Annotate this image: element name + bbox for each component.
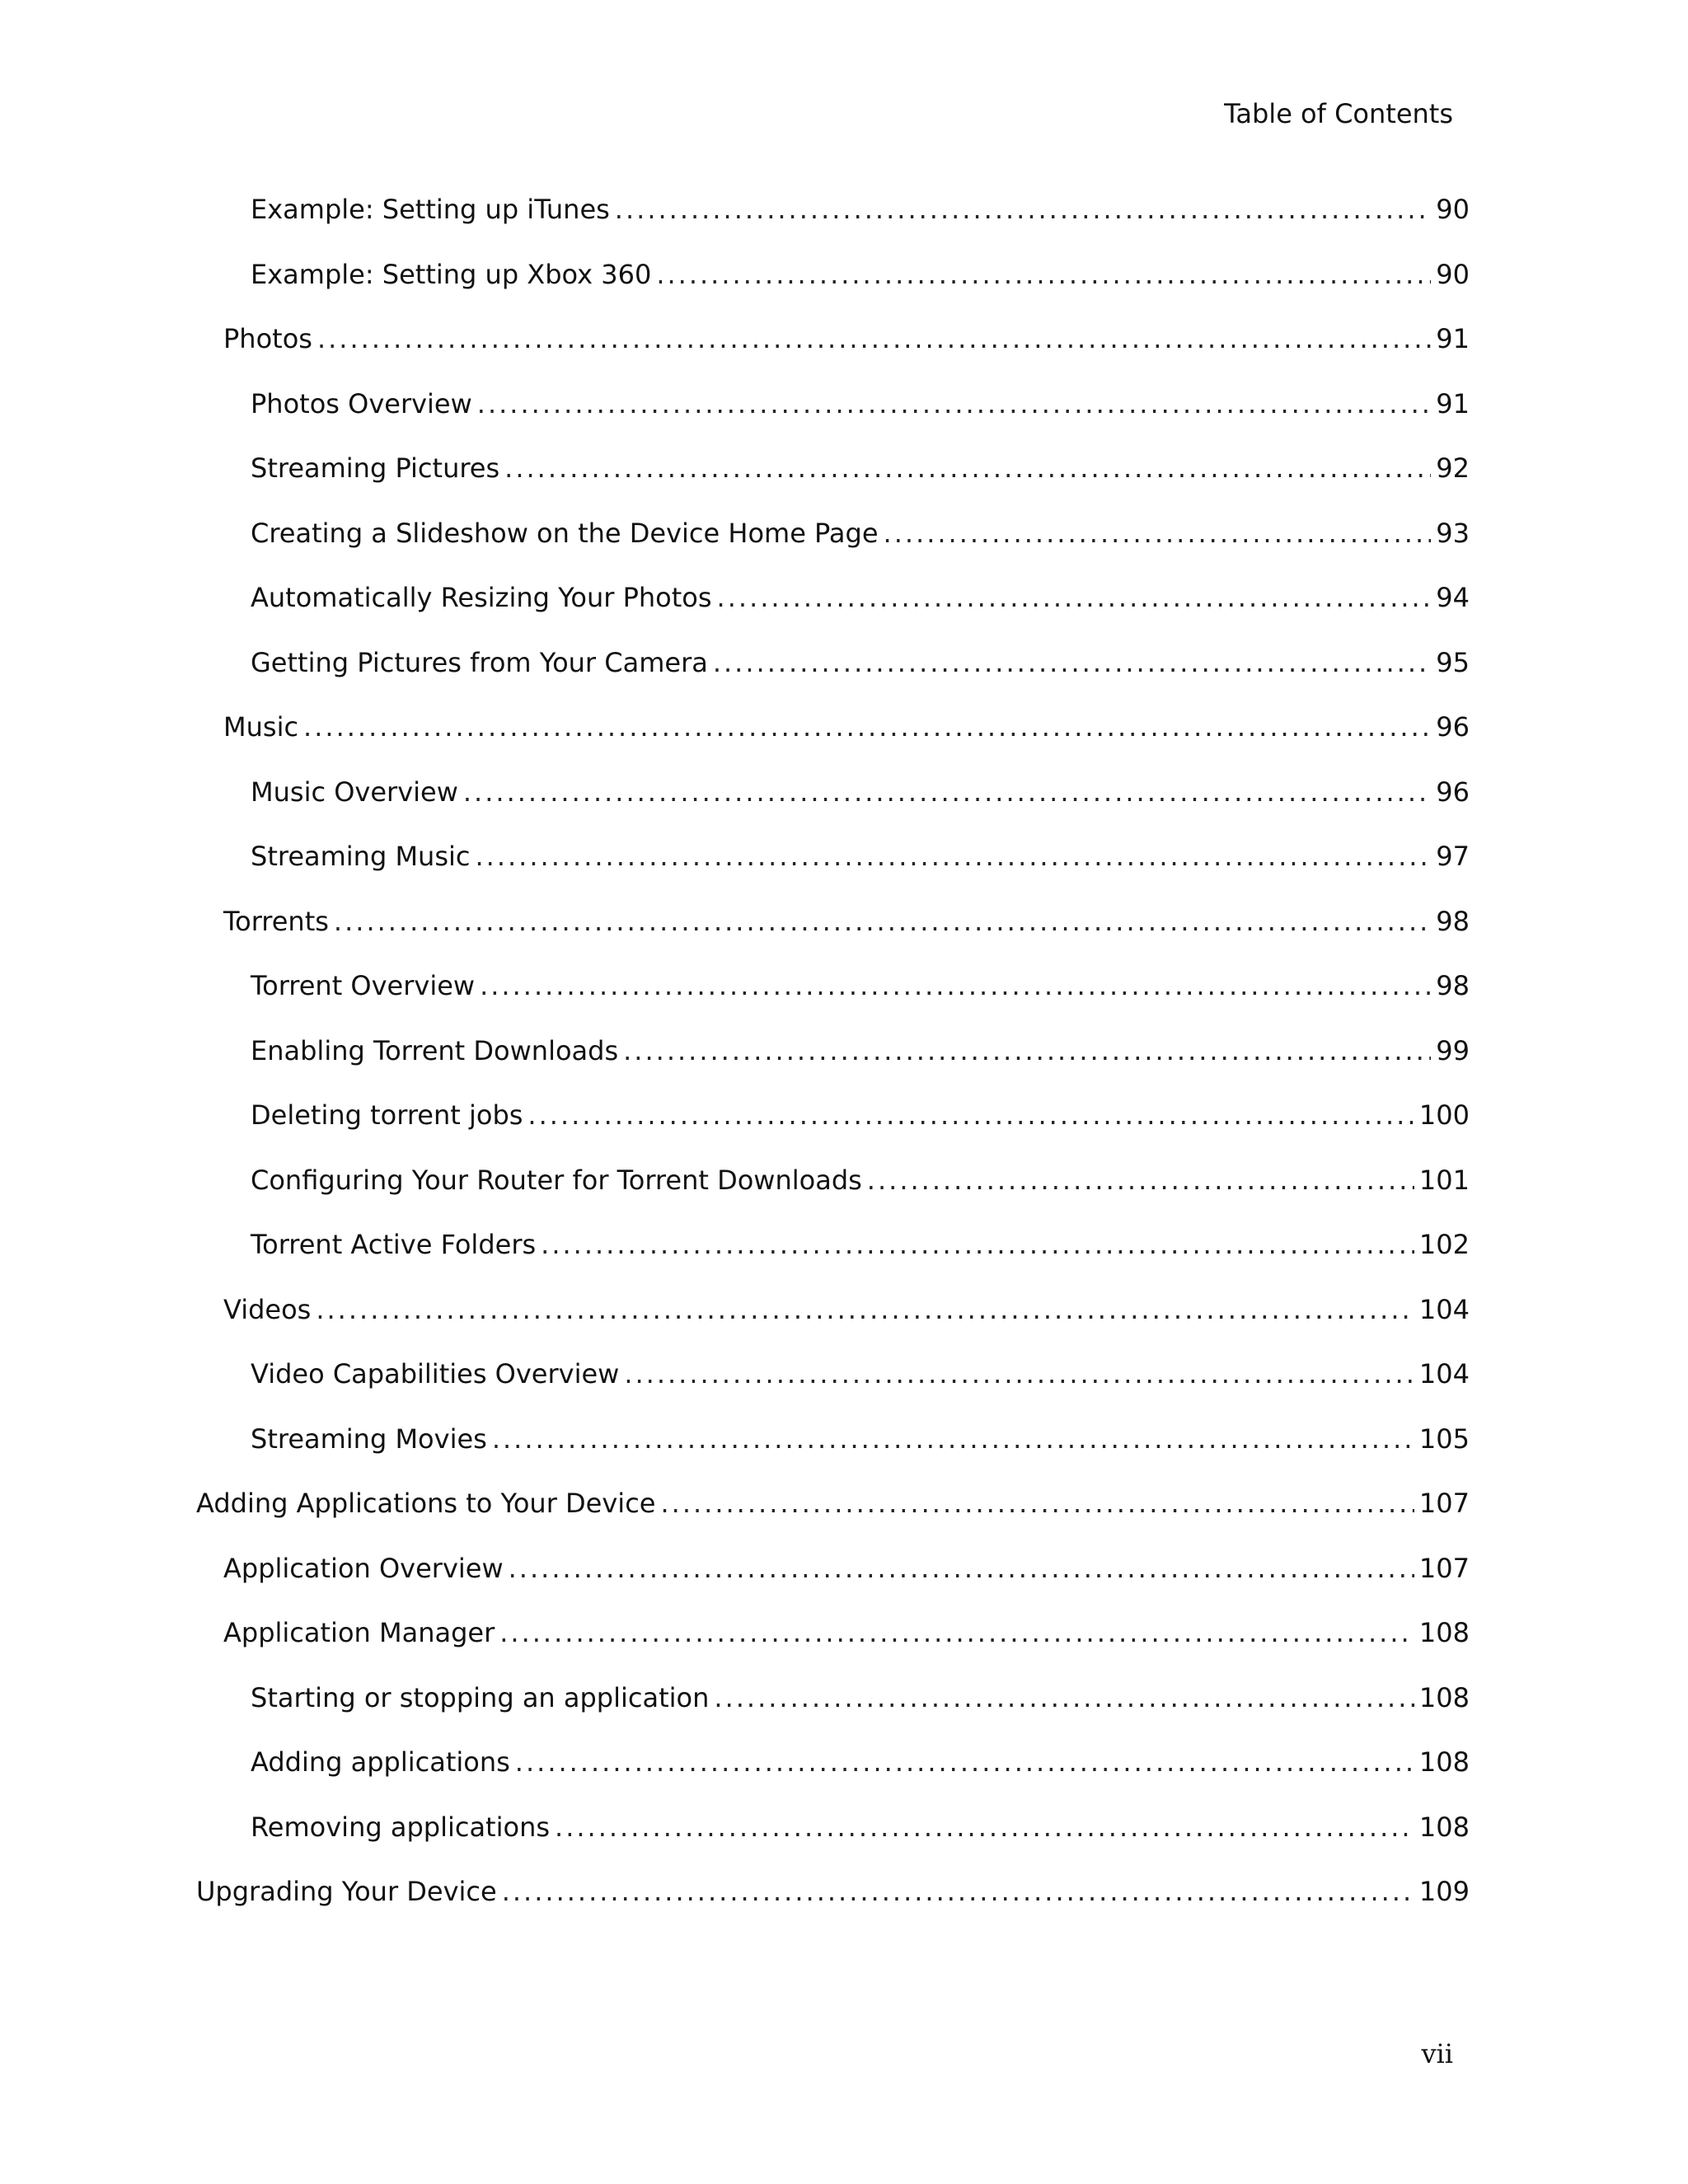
- toc-entry-title: Configuring Your Router for Torrent Downloads: [251, 1164, 862, 1196]
- toc-entry-page-number: 96: [1436, 776, 1470, 808]
- toc-dot-leader: [504, 448, 1431, 488]
- toc-entry-page-number: 108: [1418, 1617, 1470, 1648]
- toc-dot-leader: [615, 190, 1431, 229]
- toc-entry[interactable]: [196, 837, 1470, 902]
- toc-entry-title: Torrents: [223, 905, 329, 937]
- toc-entry-page-number: 96: [1436, 711, 1470, 743]
- toc-dot-leader: [656, 255, 1431, 294]
- toc-dot-leader: [867, 1160, 1414, 1200]
- toc-dot-leader: [492, 1419, 1414, 1459]
- toc-dot-leader: [303, 707, 1431, 747]
- toc-entry-page-number: 99: [1436, 1034, 1470, 1066]
- toc-entry[interactable]: [196, 1678, 1470, 1743]
- toc-dot-leader: [884, 513, 1432, 553]
- toc-dot-leader: [541, 1225, 1414, 1264]
- toc-dot-leader: [317, 319, 1431, 359]
- toc-entry[interactable]: [196, 1225, 1470, 1290]
- toc-entry-title: Adding Applications to Your Device: [196, 1488, 656, 1519]
- page-number: vii: [1421, 2038, 1453, 2069]
- toc-dot-leader: [660, 1483, 1414, 1523]
- toc-dot-leader: [714, 1678, 1414, 1718]
- toc-entry-title: Example: Setting up iTunes: [251, 194, 610, 225]
- toc-entry[interactable]: [196, 1160, 1470, 1226]
- toc-entry[interactable]: [196, 902, 1470, 967]
- toc-entry-page-number: 93: [1436, 517, 1470, 549]
- toc-dot-leader: [624, 1354, 1414, 1394]
- toc-entry[interactable]: [196, 1031, 1470, 1096]
- toc-dot-leader: [713, 643, 1431, 682]
- toc-entry-page-number: 100: [1418, 1099, 1470, 1131]
- toc-entry-title: Automatically Resizing Your Photos: [251, 582, 712, 613]
- toc-entry[interactable]: [196, 1483, 1470, 1549]
- toc-dot-leader: [509, 1549, 1414, 1588]
- toc-entry-page-number: 108: [1418, 1681, 1470, 1713]
- toc-entry-page-number: 108: [1418, 1746, 1470, 1778]
- toc-entry[interactable]: [196, 513, 1470, 579]
- toc-entry-page-number: 92: [1436, 452, 1470, 484]
- toc-entry-title: Music Overview: [251, 776, 458, 808]
- toc-entry-title: Torrent Active Folders: [251, 1229, 537, 1260]
- toc-entry-title: Getting Pictures from Your Camera: [251, 646, 708, 678]
- toc-entry[interactable]: [196, 384, 1470, 449]
- toc-entry-title: Creating a Slideshow on the Device Home Page: [251, 517, 879, 549]
- toc-dot-leader: [717, 578, 1432, 617]
- toc-entry[interactable]: [196, 772, 1470, 837]
- toc-entry[interactable]: [196, 643, 1470, 708]
- toc-entry-title: Videos: [223, 1293, 312, 1325]
- toc-dot-leader: [515, 1742, 1414, 1782]
- toc-entry-title: Deleting torrent jobs: [251, 1099, 523, 1131]
- toc-entry-page-number: 90: [1436, 258, 1470, 290]
- toc-entry[interactable]: [196, 190, 1470, 255]
- toc-entry-page-number: 108: [1418, 1811, 1470, 1843]
- toc-entry-page-number: 95: [1436, 646, 1470, 678]
- toc-entry-page-number: 91: [1436, 387, 1470, 419]
- toc-entry-page-number: 91: [1436, 323, 1470, 354]
- toc-dot-leader: [316, 1290, 1414, 1329]
- toc-dot-leader: [555, 1807, 1414, 1847]
- toc-entry-title: Application Overview: [223, 1552, 504, 1584]
- toc-dot-leader: [499, 1613, 1414, 1652]
- toc-dot-leader: [463, 772, 1431, 812]
- toc-entry-title: Upgrading Your Device: [196, 1876, 497, 1907]
- toc-entry-title: Video Capabilities Overview: [251, 1358, 620, 1390]
- toc-entry-page-number: 105: [1418, 1422, 1470, 1455]
- toc-entry-page-number: 102: [1418, 1229, 1470, 1260]
- toc-entry-page-number: 109: [1418, 1876, 1470, 1907]
- toc-entry-title: Photos Overview: [251, 387, 472, 419]
- toc-entry-page-number: 104: [1418, 1358, 1470, 1390]
- toc-entry-page-number: 101: [1418, 1164, 1470, 1196]
- toc-entry-title: Streaming Pictures: [251, 452, 500, 484]
- toc-entry-title: Adding applications: [251, 1746, 510, 1778]
- toc-entry-title: Example: Setting up Xbox 360: [251, 258, 652, 290]
- toc-entry-title: Starting or stopping an application: [251, 1681, 710, 1713]
- toc-entry[interactable]: [196, 1354, 1470, 1419]
- toc-entry-page-number: 107: [1418, 1552, 1470, 1584]
- toc-dot-leader: [477, 384, 1432, 424]
- toc-entry[interactable]: [196, 319, 1470, 384]
- toc-entry[interactable]: [196, 1613, 1470, 1678]
- toc-entry-title: Music: [223, 711, 299, 743]
- toc-dot-leader: [480, 966, 1431, 1005]
- toc-entry-title: Streaming Music: [251, 841, 471, 872]
- toc-entry[interactable]: [196, 966, 1470, 1031]
- toc-entry-title: Photos: [223, 323, 312, 354]
- page-header: Table of Contents: [1224, 98, 1453, 129]
- toc-entry-page-number: 107: [1418, 1488, 1470, 1519]
- toc-entry-page-number: 97: [1436, 841, 1470, 872]
- toc-entry-title: Removing applications: [251, 1811, 551, 1843]
- toc-entry-title: Enabling Torrent Downloads: [251, 1034, 619, 1066]
- toc-entry-page-number: 90: [1436, 194, 1470, 225]
- toc-dot-leader: [475, 837, 1431, 876]
- table-of-contents: [196, 190, 1470, 1937]
- toc-dot-leader: [502, 1872, 1414, 1911]
- toc-entry-title: Torrent Overview: [251, 970, 476, 1001]
- toc-entry[interactable]: [196, 1419, 1470, 1484]
- toc-dot-leader: [334, 902, 1431, 941]
- toc-entry-page-number: 104: [1418, 1293, 1470, 1325]
- toc-entry[interactable]: [196, 1742, 1470, 1807]
- toc-entry-page-number: 98: [1436, 970, 1470, 1001]
- toc-entry[interactable]: [196, 1290, 1470, 1355]
- toc-entry-page-number: 98: [1436, 905, 1470, 937]
- toc-entry[interactable]: [196, 1807, 1470, 1872]
- toc-dot-leader: [623, 1031, 1431, 1071]
- toc-entry-title: Application Manager: [223, 1617, 495, 1648]
- toc-entry-title: Streaming Movies: [251, 1422, 487, 1455]
- toc-dot-leader: [528, 1095, 1414, 1135]
- toc-entry[interactable]: [196, 448, 1470, 513]
- toc-entry[interactable]: [196, 255, 1470, 320]
- toc-entry[interactable]: [196, 707, 1470, 772]
- toc-entry[interactable]: [196, 578, 1470, 643]
- toc-entry[interactable]: [196, 1549, 1470, 1614]
- toc-entry[interactable]: [196, 1095, 1470, 1160]
- toc-entry-page-number: 94: [1436, 582, 1470, 613]
- toc-entry[interactable]: [196, 1872, 1470, 1937]
